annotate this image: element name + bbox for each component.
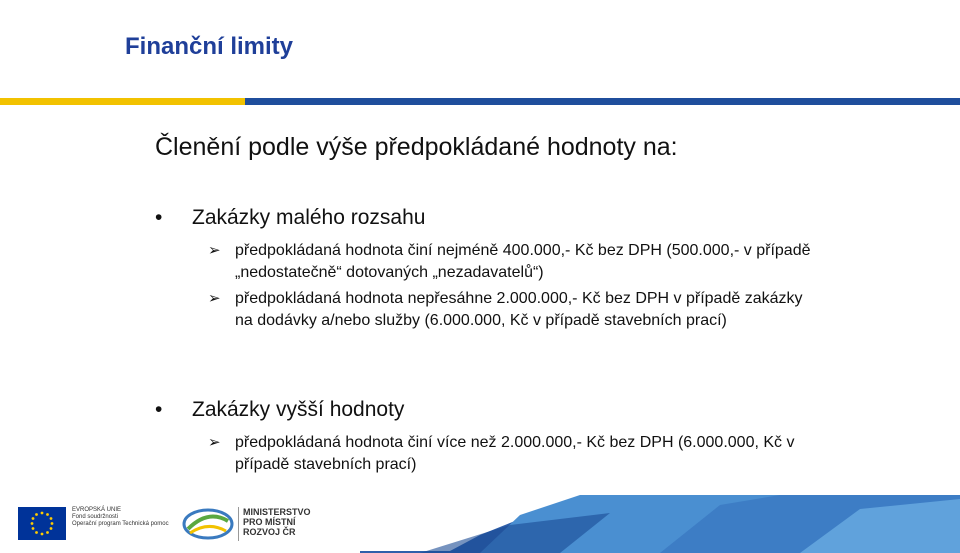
bullet-icon: • <box>155 398 163 421</box>
ministry-logo-icon <box>182 507 234 541</box>
list-item-text: předpokládaná hodnota nepřesáhne 2.000.000,- Kč bez DPH v případě zakázky na dodávky a/nebo služby (6.000.000, Kč v případě stavebních prací) <box>235 290 803 329</box>
decorative-corner-art <box>360 495 960 553</box>
arrow-bullet-icon: ➢ <box>208 290 221 307</box>
arrow-bullet-icon: ➢ <box>208 242 221 259</box>
section-label: Zakázky malého rozsahu <box>192 206 426 229</box>
ministry-logo-text: MINISTERSTVO PRO MÍSTNÍ ROZVOJ ČR <box>243 507 311 537</box>
section-label: Zakázky vyšší hodnoty <box>192 398 405 421</box>
logo-separator <box>238 507 239 541</box>
arrow-bullet-icon: ➢ <box>208 434 221 451</box>
bullet-icon: • <box>155 206 163 229</box>
content-heading: Členění podle výše předpokládané hodnoty na: <box>155 133 678 161</box>
slide-title: Finanční limity <box>125 33 294 60</box>
eu-flag-icon <box>18 507 66 540</box>
footer-logos <box>0 495 960 553</box>
list-item-text: předpokládaná hodnota činí více než 2.000.000,- Kč bez DPH (6.000.000, Kč v případě stavebních prací) <box>235 434 795 473</box>
eu-logo-text: EVROPSKÁ UNIE Fond soudržnosti Operační program Technická pomoc <box>72 507 169 527</box>
header-divider <box>0 98 960 105</box>
list-item-text: předpokládaná hodnota činí nejméně 400.000,- Kč bez DPH (500.000,- v případě „nedostatečně“ dotovaných „nezadavatelů“) <box>235 242 811 281</box>
